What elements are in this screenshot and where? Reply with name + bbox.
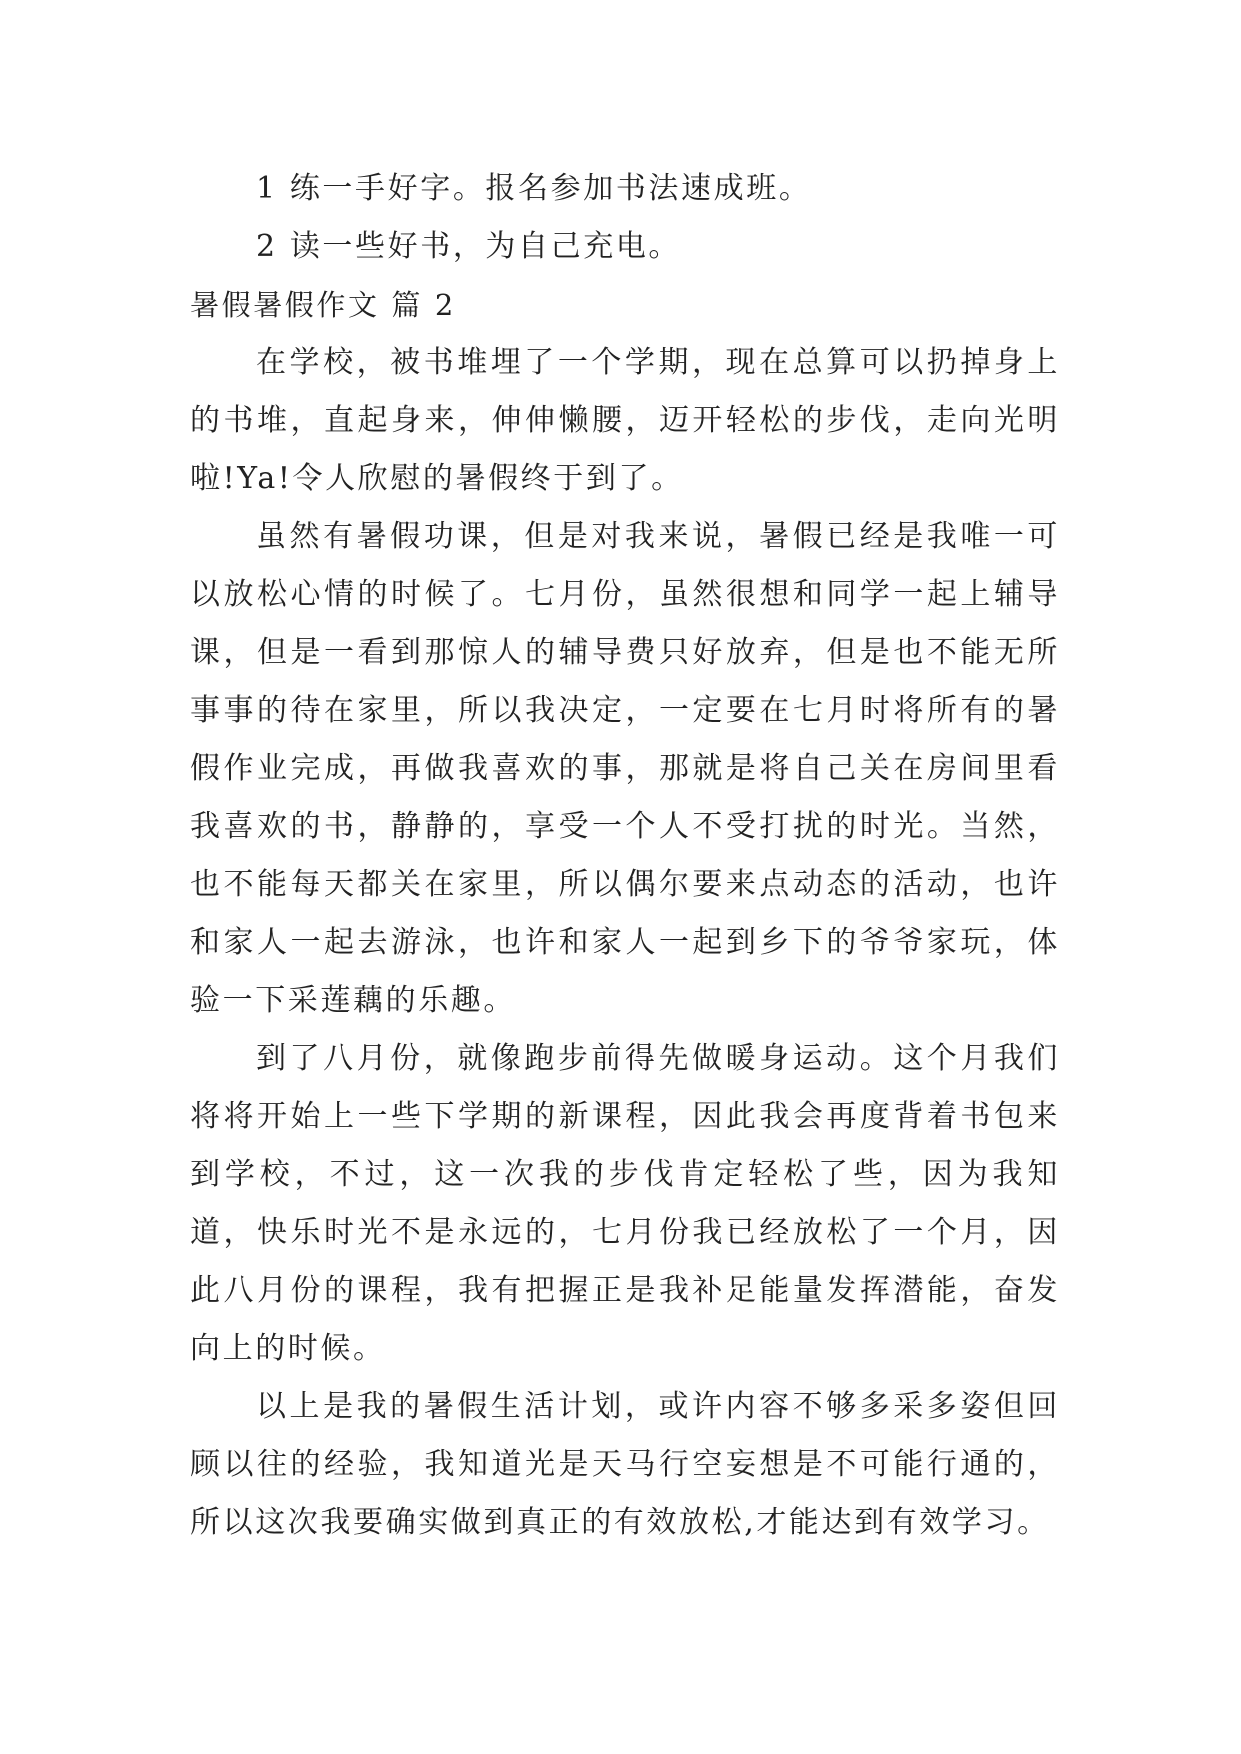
document-body bbox=[190, 160, 1060, 1552]
paragraph: 到了八月份，就像跑步前得先做暖身运动。这个月我们将将开始上一些下学期的新课程，因此我会再度背着书包来到学校，不过，这一次我的步伐肯定轻松了些，因为我知道，快乐时光不是永远的，七月份我已经放松了一个月，因此八月份的课程，我有把握正是我补足能量发挥潜能，奋发向上的时候。 bbox=[190, 1041, 1060, 1366]
paragraph: 在学校，被书堆埋了一个学期，现在总算可以扔掉身上的书堆，直起身来，伸伸懒腰，迈开轻松的步伐，走向光明啦!Ya!令人欣慰的暑假终于到了。 bbox=[190, 345, 1060, 496]
list-item: 1 练一手好字。报名参加书法速成班。 bbox=[256, 171, 812, 206]
list-item: 2 读一些好书，为自己充电。 bbox=[256, 229, 682, 264]
paragraph: 以上是我的暑假生活计划，或许内容不够多采多姿但回顾以往的经验，我知道光是天马行空妄想是不可能行通的，所以这次我要确实做到真正的有效放松,才能达到有效学习。 bbox=[190, 1389, 1060, 1540]
paragraph: 虽然有暑假功课，但是对我来说，暑假已经是我唯一可以放松心情的时候了。七月份，虽然很想和同学一起上辅导课，但是一看到那惊人的辅导费只好放弃，但是也不能无所事事的待在家里，所以我决定，一定要在七月时将所有的暑假作业完成，再做我喜欢的事，那就是将自己关在房间里看我喜欢的书，静静的，享受一个人不受打扰的时光。当然，也不能每天都关在家里，所以偶尔要来点动态的活动，也许和家人一起去游泳，也许和家人一起到乡下的爷爷家玩，体验一下采莲藕的乐趣。 bbox=[190, 519, 1060, 1018]
section-heading: 暑假暑假作文 篇 2 bbox=[190, 288, 456, 322]
